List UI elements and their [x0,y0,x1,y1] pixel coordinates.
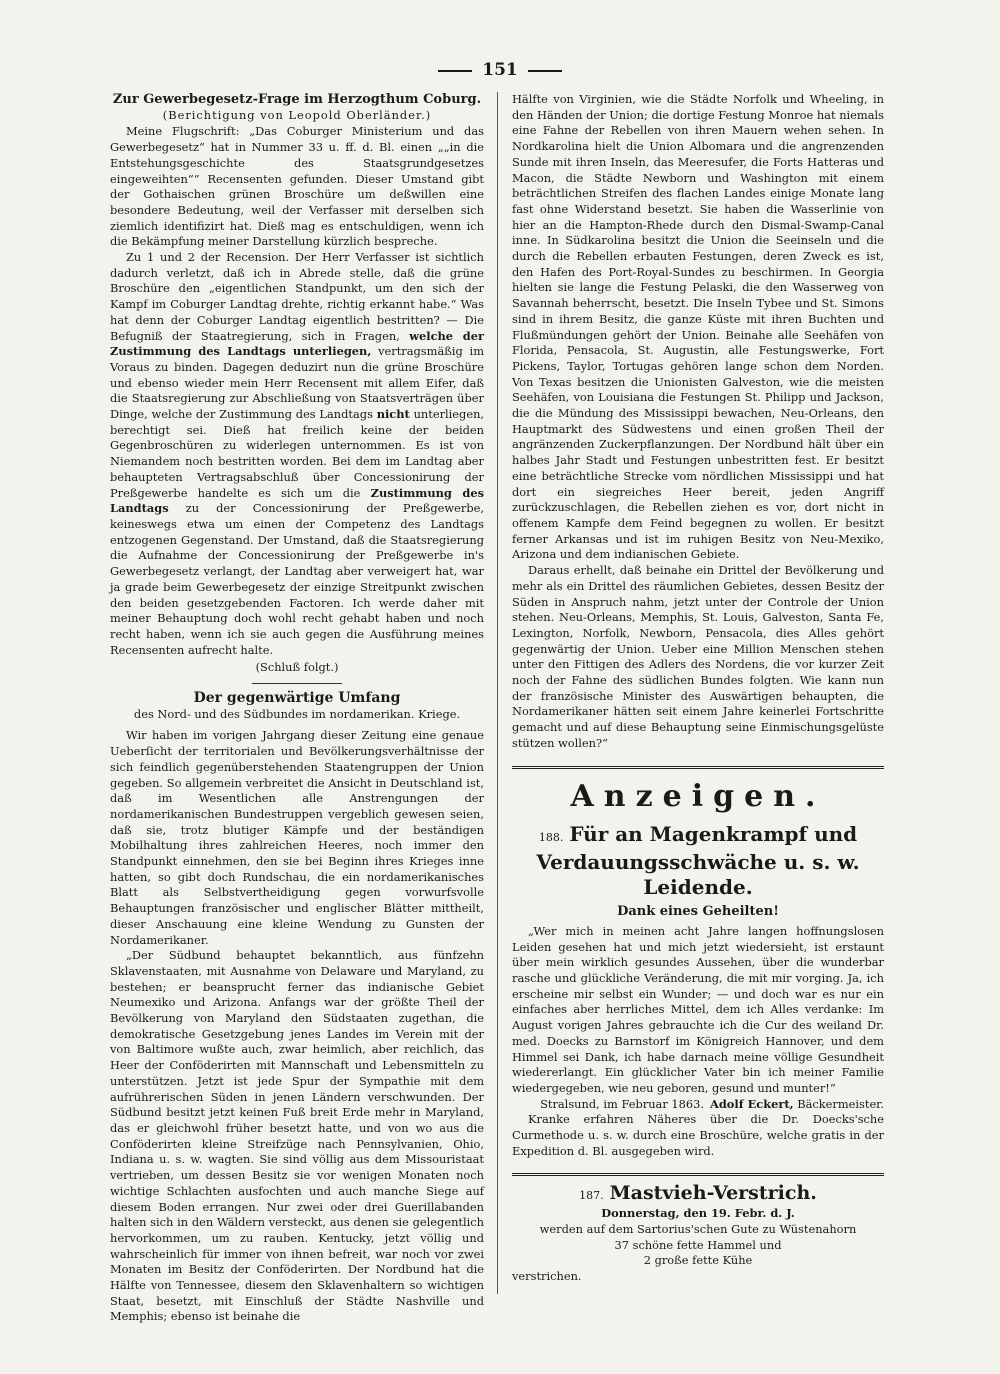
ads-separator [512,766,884,769]
article1-end-note: (Schluß folgt.) [255,660,339,675]
article1-paragraph-2: Zu 1 und 2 der Recension. Der Herr Verfasser ist sichtlich dadurch verletzt, daß ich in Abrede stelle, daß die grüne Broschüre den „eigentlichen Standpunkt, um den sich der Kampf im Coburger Landtag drehte, richtig erkannt habe.“ Was hat denn der Coburger Landtag eigentlich bestritten? — Die Befugniß der Staatregierung, sich in Fragen, welche der Zustimmung des Landtags unterliegen, vertragsmäßig im Voraus zu binden. Dagegen deduzirt nun die grüne Broschüre und ebenso wieder mein Herr Recensent mit allem Eifer, daß die Staatsregierung zur Abschließung von Staatsverträgen über Dinge, welche der Zustimmung des Landtags nicht unterliegen, berechtigt sei. Dieß hat freilich keine der beiden Gegenbroschüren zu widerlegen unternommen. Es ist von Niemandem noch bestritten worden. Bei dem im Landtag aber behaupteten Vertragsabschluß über Concessionirung der Preßgewerbe handelte es sich um die Zustimmung des Landtags zu der Concessionirung der Preßgewerbe, keineswegs etwa um einen der Competenz des Landtags entzogenen Gegenstand. Der Umstand, daß die Staatsregierung die Aufnahme der Concessionirung der Preßgewerbe in's Gewerbegesetz verlangt, der Landtag aber verweigert hat, war ja grade beim Gewerbegesetz der einzige Streitpunkt zwischen den beiden gesetzgebenden Factoren. Ich werde daher mit meiner Behauptung doch wohl recht gehabt haben und noch recht haben, wenn ich sie auch gegen die Ausführung meines Recensenten aufrecht halte. [110,250,485,657]
ads-title: Anzeigen. [570,778,826,814]
article-separator [252,683,342,684]
article2-title: Der gegenwärtige Umfang [193,690,401,707]
header-rule-left [438,70,472,72]
right-column [512,92,884,1285]
ad-188-subheading: Dank eines Geheilten! [617,904,779,920]
ad-187-line-3: 37 schöne fette Hammel und [614,1237,782,1252]
ad-187-line-2: werden auf dem Sartorius'schen Gute zu Wüstenahorn [539,1221,857,1236]
ad-188-note: Kranke erfahren Näheres über die Dr. Doecks'sche Curmethode u. s. w. durch eine Broschüre, welche gratis in der Expedition d. Bl. ausgegeben wird. [512,1112,884,1158]
ad-188-text: „Wer mich in meinen acht Jahre langen hoffnungslosen Leiden gesehen hat und mich jetzt wiedersieht, ist erstaunt über mein wirklich gesundes Aussehen, über die wunderbar rasche und glückliche Veränderung, die mit mir vorging. Ja, ich erscheine mir selbst ein Wunder; — und doch war es nur ein einfaches aber herrliches Mittel, dem ich Alles verdanke: Im August vorigen Jahres gebrauchte ich die Cur des weiland Dr. med. Doecks zu Barnstorf im Königreich Hannover, und dem Himmel sei Dank, ich habe darnach meine völlige Gesundheit wiedererlangt. Ein glücklicher Vater bin ich meiner Familie wiedergegeben, wie neu geboren, gesund und munter!“ [512,923,884,1095]
article1-title: Zur Gewerbegesetz-Frage im Herzogthum Coburg. [112,92,482,107]
article2-continued-paragraph-1: Hälfte von Virginien, wie die Städte Norfolk und Wheeling, in den Händen der Union; die dortige Festung Monroe hat niemals eine Fahne der Rebellen von ihren Mauern wehen sehen. In Nordkarolina hielt die Union Albomara und die angrenzenden Sunde mit ihren Inseln, das Meeresufer, die Forts Hatteras und Macon, die Städte Newborn und Washington mit einem beträchtlichen Streifen des flachen Landes einige Monate lang fast ohne Widerstand besetzt. Sie haben die Wasserlinie von hier an die Hampton-Rhede durch den Dismal-Swamp-Canal inne. In Südkarolina besitzt die Union die Seeinseln und die durch die Rebellen erbauten Festungen, deren Zweck es ist, den Hafen des Port-Royal-Sundes zu beschirmen. In Georgia hielten sie lange die Festung Pelaski, die den Wasserweg von Savannah beherrscht, besetzt. Die Inseln Tybee und St. Simons sind in ihrem Besitz, die ganze Küste mit ihren Buchten und Flußmündungen gehört der Union. Beinahe alle Seehäfen von Florida, Pensacola, St. Augustin, alle Festungswerke, Fort Pickens, Taylor, Tortugas gehören lange schon dem Norden. Von Texas besitzen die Unionisten Galveston, wie die meisten Seehäfen, von Louisiana die Festungen St. Philipp und Jackson, die die Mündung des Mississippi bewachen, Neu-Orleans, den Hauptmarkt des Südwestens und einen großen Theil der angränzenden Zuckerpflanzungen. Der Nordbund hält über ein halbes Jahr Stadt und Festungen unbestritten fest. Er besitzt eine beträchtliche Strecke vom nördlichen Mississippi und hat dort ein siegreiches Heer bereit, jeden Angriff zurückzuschlagen, die Rebellen ziehen es vor, dort nicht in offenem Kampfe dem Feind begegnen zu wollen. Er besitzt ferner Arkansas und ist im ruhigen Besitz von Neu-Mexiko, Arizona und dem indianischen Gebiete. [512,92,884,562]
article2-paragraph-1: Wir haben im vorigen Jahrgang dieser Zeitung eine genaue Ueberſicht der territorialen und Bevölkerungsverhältnisse der sich feindlich gegenüberstehenden Staatengruppen der Union gegeben. So allgemein verbreitet die Ansicht in Deutschland ist, daß im Wesentlichen alle Anstrengungen der nordamerikanischen Bundestruppen vergeblich gewesen seien, daß sie, trotz blutiger Kämpfe und der beständigen Mobilhaltung ihres zahlreichen Heeres, noch immer den Standpunkt einnehmen, den sie bei Beginn ihres Krieges inne hatten, so gibt doch Rundschau, die ein nordamerikanisches Blatt als Selbstvertheidigung gegen vorwurfsvolle Behauptungen französischer und englischer Blätter mittheilt, dieser Anschauung eine kleine Wendung zu Gunsten der Nordamerikaner. [110,728,484,947]
page-number-header [0,60,1000,80]
ad-separator [512,1173,884,1176]
page-number: 151 [482,60,518,80]
ad-188-number: 188. [538,831,564,845]
article2-continued-paragraph-2: Daraus erhellt, daß beinahe ein Drittel der Bevölkerung und mehr als ein Drittel des räumlichen Gebietes, dessen Besitz der Süden in Anspruch nahm, jetzt unter der Controle der Union stehen. Neu-Orleans, Memphis, St. Louis, Galveston, Santa Fe, Lexington, Norfolk, Newborn, Pensacola, dies Alles gehört gegenwärtig der Union. Ueber eine Million Menschen stehen unter den Fittigen des Adlers des Nordens, die vor kurzer Zeit noch der Fahne des südlichen Bundes folgten. Wie kann nun der französische Minister des Auswärtigen behaupten, die Nordamerikaner hätten seit einem Jahre keinerlei Fortschritte gemacht und auf diese Behauptung seine Einmischungsgelüste stützen wollen?“ [512,563,884,750]
header-rule-right [528,70,562,72]
ad-187-line-4: 2 große fette Kühe [643,1253,753,1268]
article2-subtitle: des Nord- und des Südbundes im nordamerikan. Kriege. [133,706,461,721]
article1-bold-2: nicht [376,407,410,422]
article2-paragraph-2: „Der Südbund behauptet bekanntlich, aus fünfzehn Sklavenstaaten, mit Ausnahme von Delaware und Maryland, zu bestehen; er beansprucht ferner das indianische Gebiet Neumexiko und Arizona. Anfangs war der größte Theil der Bevölkerung von Maryland den Südstaaten zugethan, die demokratische Gesetzgebung jenes Landes im Verein mit der von Baltimore wußte auch, zwar heimlich, aber reichlich, das Heer der Conföderirten mit Mannschaft und Lebensmitteln zu unterstützen. Jetzt ist jede Spur der Sympathie mit dem aufrührerischen Süden in jenen Ländern verschwunden. Der Südbund besitzt jetzt keinen Fuß breit Erde mehr in Maryland, das er gleichwohl früher besetzt hatte, und von wo aus die Conföderirten kleine Streifzüge nach Pennsylvanien, Ohio, Indiana u. s. w. wagten. Sie sind völlig aus dem Missouristaat vertrieben, um dessen Besitz sie vor wenigen Monaten noch wichtige Schlachten ausfochten und auch manche Siege auf diesem Boden errangen. Nur zwei oder drei Guerillabanden halten sich in den Wäldern versteckt, aus denen sie gelegentlich hervorkommen, um zu rauben. Kentucky, jetzt völlig und wahrscheinlich für immer von ihnen befreit, war noch vor zwei Monaten im Besitz der Conföderirten. Der Nordbund hat die Hälfte von Tennessee, diesem den Sklavenhaltern so wichtigen Staat, besetzt, mit Einschluß der Städte Nashville und Memphis; ebenso ist beinahe die [110,948,484,1324]
ad-187-line-5: verstrichen. [512,1269,582,1283]
ad-187-headline: 187. Mastvieh-Verstrich. [579,1182,817,1205]
ad-187-number: 187. [579,1189,604,1203]
ad-188-signer: Adolf Eckert, [710,1096,794,1111]
column-divider [497,92,498,1294]
ad-187-date: Donnerstag, den 19. Febr. d. J. [601,1206,795,1221]
ad-188-signature: Stralsund, im Februar 1863. Adolf Eckert, Bäckermeister. [540,1096,884,1111]
article1-bold-1: welche der Zustimmung des Landtags unterliegen, [110,328,484,359]
article1-subtitle: (Berichtigung von Leopold Oberländer.) [162,107,432,122]
article1-paragraph-1: Meine Flugschrift: „Das Coburger Ministerium und das Gewerbegesetz“ hat in Nummer 33 u. ff. d. Bl. einen „„in die Entstehungsgeschichte des Staatsgrundgesetzes eingeweihten““ Recensenten gefunden. Dieser Umstand gibt der Gothaischen grünen Broschüre um deßwillen eine besondere Bedeutung, weil der Verfasser mit derselben sich ziemlich identifizirt hat. Dieß mag es entschuldigen, wenn ich die Bekämpfung meiner Darstellung kürzlich bespreche. [110,124,484,249]
article1-bold-3: Zustimmung des Landtags [110,485,485,516]
ad-188-headline: 188. Für an Magenkrampf und Verdauungsschwäche u. s. w. Leidende. [536,822,860,900]
left-column [110,92,484,1325]
